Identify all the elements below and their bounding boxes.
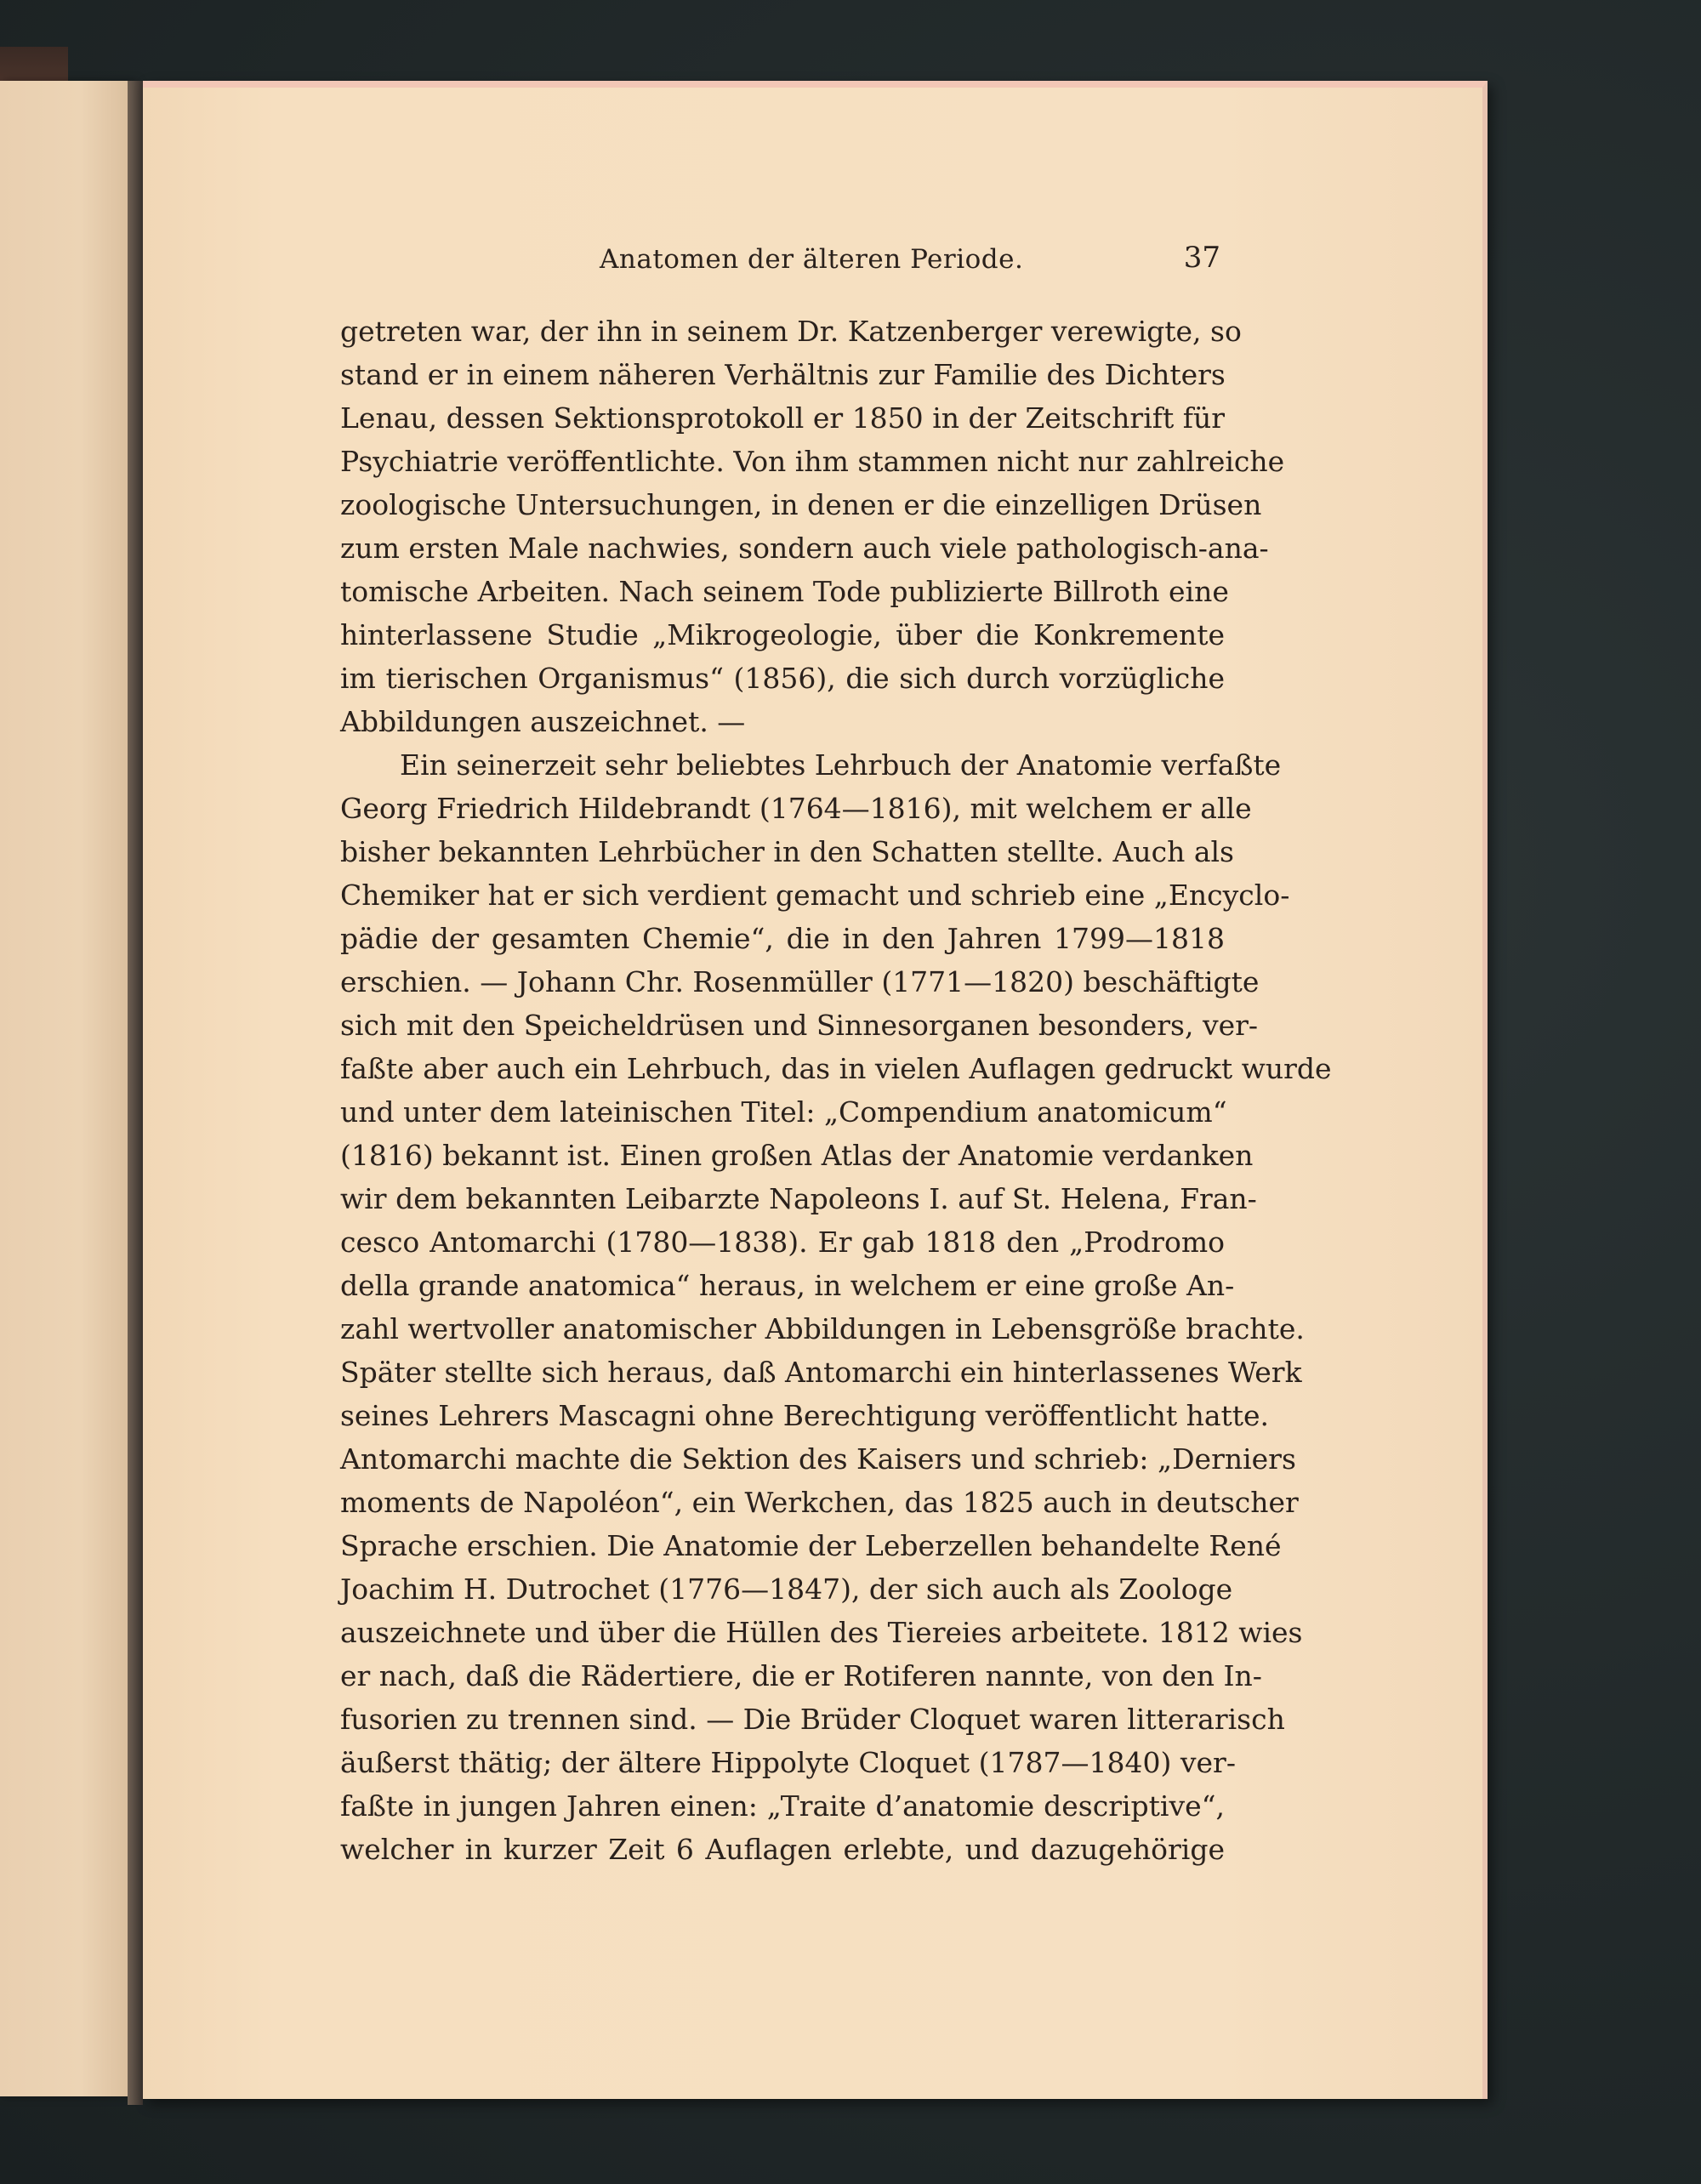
book-gutter — [128, 81, 143, 2105]
left-page-edge — [0, 81, 134, 2096]
book-cover-edge — [0, 47, 68, 85]
text-line: della grande anatomica“ heraus, in welchem er eine große An- — [340, 1269, 1235, 1302]
text-line: Psychiatrie veröffentlichte. Von ihm stammen nicht nur zahlreiche — [340, 445, 1285, 478]
text-line: moments de Napoléon“, ein Werkchen, das 1825 auch in deutscher — [340, 1486, 1299, 1519]
text-line: Lenau, dessen Sektionsprotokoll er 1850 in der Zeitschrift für — [340, 401, 1225, 435]
body-text — [340, 310, 1332, 1871]
text-line: hinterlassene Studie „Mikrogeologie, über die Konkremente — [340, 618, 1225, 651]
text-line: pädie der gesamten Chemie“, die in den Jahren 1799—1818 — [340, 922, 1225, 955]
text-line: faßte in jungen Jahren einen: „Traite d’anatomie descriptive“, — [340, 1789, 1225, 1823]
running-title: Anatomen der älteren Periode. — [600, 244, 1024, 275]
text-line: (1816) bekannt ist. Einen großen Atlas der Anatomie verdanken — [340, 1139, 1254, 1172]
page-number: 37 — [1183, 241, 1220, 275]
text-line: seines Lehrers Mascagni ohne Berechtigung veröffentlicht hatte. — [340, 1399, 1270, 1432]
text-line: Joachim H. Dutrochet (1776—1847), der sich auch als Zoologe — [340, 1573, 1233, 1606]
text-line: faßte aber auch ein Lehrbuch, das in vielen Auflagen gedruckt wurde — [340, 1052, 1332, 1085]
text-line: Sprache erschien. Die Anatomie der Leberzellen behandelte René — [340, 1529, 1282, 1562]
text-line: Später stellte sich heraus, daß Antomarchi ein hinterlassenes Werk — [340, 1356, 1302, 1389]
text-line: welcher in kurzer Zeit 6 Auflagen erlebte, und dazugehörige — [340, 1833, 1225, 1866]
text-line: und unter dem lateinischen Titel: „Compendium anatomicum“ — [340, 1095, 1227, 1129]
text-line: stand er in einem näheren Verhältnis zur Familie des Dichters — [340, 358, 1226, 391]
text-line: sich mit den Speicheldrüsen und Sinnesorganen besonders, ver- — [340, 1009, 1259, 1042]
text-line: auszeichnete und über die Hüllen des Tiereies arbeitete. 1812 wies — [340, 1616, 1303, 1649]
text-line: Ein seinerzeit sehr beliebtes Lehrbuch der Anatomie verfaßte — [400, 748, 1282, 782]
text-line: zum ersten Male nachwies, sondern auch viele pathologisch-ana- — [340, 532, 1269, 565]
text-line: wir dem bekannten Leibarzte Napoleons I. auf St. Helena, Fran- — [340, 1182, 1257, 1215]
text-line: Abbildungen auszeichnet. — — [340, 705, 746, 738]
text-line: zahl wertvoller anatomischer Abbildungen in Lebensgröße brachte. — [340, 1312, 1305, 1345]
text-line: getreten war, der ihn in seinem Dr. Katzenberger verewigte, so — [340, 315, 1242, 348]
text-line: Georg Friedrich Hildebrandt (1764—1816), mit welchem er alle — [340, 792, 1252, 825]
text-line: Chemiker hat er sich verdient gemacht und schrieb eine „Encyclo- — [340, 879, 1290, 912]
text-line: im tierischen Organismus“ (1856), die sich durch vorzügliche — [340, 662, 1225, 695]
text-line: äußerst thätig; der ältere Hippolyte Cloquet (1787—1840) ver- — [340, 1746, 1236, 1779]
page-header — [340, 241, 1220, 283]
text-line: erschien. — Johann Chr. Rosenmüller (1771—1820) beschäftigte — [340, 965, 1260, 998]
text-line: zoologische Untersuchungen, in denen er die einzelligen Drüsen — [340, 488, 1262, 521]
text-line: cesco Antomarchi (1780—1838). Er gab 1818 den „Prodromo — [340, 1226, 1225, 1259]
text-line: fusorien zu trennen sind. — Die Brüder Cloquet waren litterarisch — [340, 1703, 1285, 1736]
text-line: Antomarchi machte die Sektion des Kaisers und schrieb: „Derniers — [340, 1442, 1296, 1476]
text-line: bisher bekannten Lehrbücher in den Schatten stellte. Auch als — [340, 835, 1234, 868]
text-line: er nach, daß die Rädertiere, die er Rotiferen nannte, von den In- — [340, 1659, 1262, 1692]
text-line: tomische Arbeiten. Nach seinem Tode publizierte Billroth eine — [340, 575, 1229, 608]
